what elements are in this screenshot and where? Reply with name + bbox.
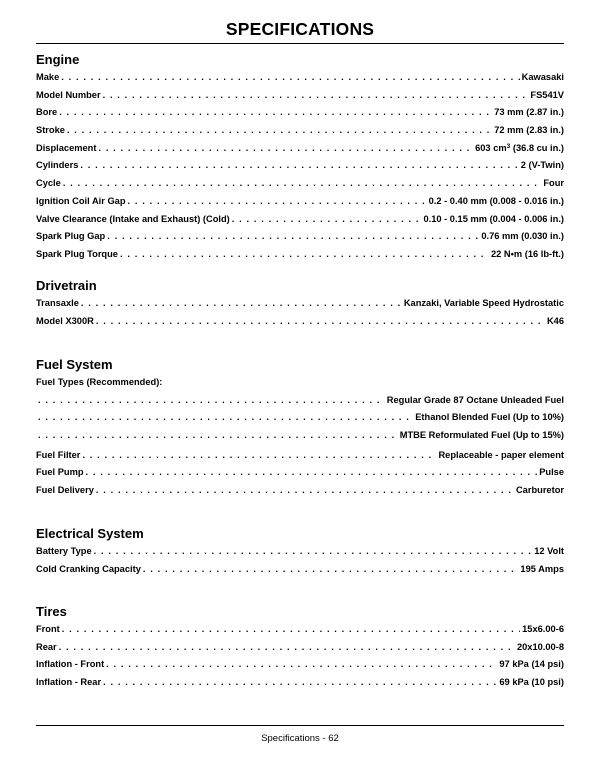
spec-label: Rear	[36, 641, 57, 652]
leader-dots	[96, 316, 545, 326]
spec-label: Ignition Coil Air Gap	[36, 195, 126, 206]
spec-row-valve-clearance	[36, 214, 564, 232]
leader-dots	[96, 485, 514, 495]
spec-label: Model X300R	[36, 315, 94, 326]
spec-value: 97 kPa (14 psi)	[499, 659, 564, 670]
spec-row-model-x300r	[36, 316, 564, 334]
spec-row-front	[36, 624, 564, 642]
spec-label: Spark Plug Gap	[36, 231, 106, 242]
spec-value: 2 (V-Twin)	[520, 160, 564, 171]
spec-label: Fuel Delivery	[36, 485, 94, 496]
spec-value: 22 N•m (16 lb-ft.)	[491, 248, 564, 259]
page-title: SPECIFICATIONS	[225, 19, 375, 39]
leader-dots	[81, 298, 402, 308]
spec-row-inflation-front	[36, 659, 564, 677]
spec-row-cold-cranking-capacity	[36, 564, 564, 582]
value-superscript: 3	[506, 142, 511, 150]
spec-value: Kanzaki, Variable Speed Hydrostatic	[403, 298, 564, 308]
spec-label: Bore	[36, 107, 58, 118]
spec-label: Spark Plug Torque	[36, 248, 118, 259]
leader-dots	[61, 72, 519, 82]
spec-row-spark-plug-torque	[36, 249, 564, 267]
fuel-types-label: Fuel Types (Recommended):	[36, 377, 163, 387]
engine-section	[36, 52, 564, 267]
spec-value: K46	[546, 315, 564, 326]
leader-dots	[103, 677, 497, 687]
page-footer: Specifications - 62	[261, 733, 339, 744]
spec-row-fuel-filter	[36, 450, 564, 468]
spec-row-make	[36, 72, 564, 90]
spec-row-rear	[36, 642, 564, 660]
spec-row-fuel-delivery	[36, 485, 564, 503]
spec-value: 72 mm (2.83 in.)	[494, 125, 564, 136]
leader-dots	[80, 160, 518, 170]
spec-row-displacement	[36, 143, 564, 161]
leader-dots	[106, 659, 497, 669]
spec-value: 195 Amps	[520, 563, 564, 574]
section-heading-electrical-system: Electrical System	[36, 526, 144, 541]
leader-dots	[38, 430, 398, 440]
section-heading-engine: Engine	[36, 52, 80, 67]
spec-row-fuel-pump	[36, 467, 564, 485]
spec-label: Transaxle	[36, 298, 79, 308]
leader-dots	[38, 395, 385, 405]
footer-divider	[36, 725, 564, 726]
leader-dots	[128, 196, 427, 206]
title-divider	[36, 43, 564, 44]
spec-label: Front	[36, 624, 60, 634]
spec-label: Model Number	[36, 89, 101, 100]
spec-value: Pulse	[539, 467, 564, 478]
fuel-type-item	[36, 395, 564, 413]
value-suffix: (36.8 cu in.)	[510, 142, 564, 153]
spec-label: Cold Cranking Capacity	[36, 563, 141, 574]
spec-value: Replaceable - paper element	[438, 449, 564, 460]
spec-row-transaxle	[36, 298, 564, 316]
spec-label: Inflation - Front	[36, 659, 105, 670]
value-main: 603 cm	[475, 142, 507, 153]
spec-value: 12 Volt	[534, 546, 564, 556]
leader-dots	[38, 412, 413, 422]
fuel-type-item	[36, 430, 564, 448]
spec-value: 15x6.00-6	[522, 624, 564, 634]
spec-row-bore	[36, 107, 564, 125]
electrical-system-section	[36, 526, 564, 581]
spec-value: 73 mm (2.87 in.)	[494, 107, 564, 118]
spec-row-spark-plug-gap	[36, 231, 564, 249]
spec-value: MTBE Reformulated Fuel (Up to 15%)	[399, 430, 564, 441]
leader-dots	[94, 546, 533, 556]
section-heading-drivetrain: Drivetrain	[36, 278, 97, 293]
leader-dots	[120, 249, 489, 259]
spec-value: FS541V	[530, 89, 564, 100]
spec-row-model-number	[36, 90, 564, 108]
drivetrain-section	[36, 278, 564, 333]
spec-label: Displacement	[36, 142, 97, 153]
fuel-type-item	[36, 412, 564, 430]
spec-label: Stroke	[36, 125, 65, 136]
spec-value: 20x10.00-8	[516, 641, 564, 652]
spec-row-inflation-rear	[36, 677, 564, 695]
spec-label: Make	[36, 72, 60, 82]
spec-row-ignition-coil-air-gap	[36, 196, 564, 214]
leader-dots	[67, 125, 492, 135]
section-heading-fuel-system: Fuel System	[36, 357, 113, 372]
spec-label: Inflation - Rear	[36, 677, 102, 688]
section-heading-tires: Tires	[36, 604, 67, 619]
spec-value: 0.76 mm (0.030 in.)	[481, 231, 564, 242]
leader-dots	[62, 624, 520, 634]
spec-row-cylinders	[36, 160, 564, 178]
leader-dots	[86, 467, 538, 477]
spec-value	[475, 143, 564, 153]
leader-dots	[82, 450, 436, 460]
spec-value: 0.10 - 0.15 mm (0.004 - 0.006 in.)	[423, 213, 564, 224]
spec-label: Fuel Filter	[36, 449, 81, 460]
tires-section	[36, 604, 564, 695]
leader-dots	[107, 231, 479, 241]
leader-dots	[63, 178, 542, 188]
leader-dots	[98, 143, 473, 153]
leader-dots	[59, 642, 515, 652]
spec-label: Cycle	[36, 178, 61, 189]
spec-value: Kawasaki	[521, 72, 564, 82]
spec-value: Carburetor	[515, 485, 564, 496]
fuel-system-section	[36, 357, 564, 503]
leader-dots	[59, 107, 492, 117]
spec-value: Ethanol Blended Fuel (Up to 10%)	[415, 412, 564, 423]
spec-row-cycle	[36, 178, 564, 196]
spec-value: 0.2 - 0.40 mm (0.008 - 0.016 in.)	[428, 195, 564, 206]
leader-dots	[143, 564, 519, 574]
spec-label: Fuel Pump	[36, 467, 84, 478]
leader-dots	[232, 214, 422, 224]
spec-row-battery-type	[36, 546, 564, 564]
spec-label: Cylinders	[36, 160, 79, 171]
spec-value: Regular Grade 87 Octane Unleaded Fuel	[386, 394, 564, 405]
spec-value: Four	[543, 178, 564, 189]
leader-dots	[103, 90, 529, 100]
spec-label: Valve Clearance (Intake and Exhaust) (Cold)	[36, 213, 230, 224]
spec-row-stroke	[36, 125, 564, 143]
spec-label: Battery Type	[36, 546, 92, 556]
spec-value: 69 kPa (10 psi)	[499, 677, 564, 688]
